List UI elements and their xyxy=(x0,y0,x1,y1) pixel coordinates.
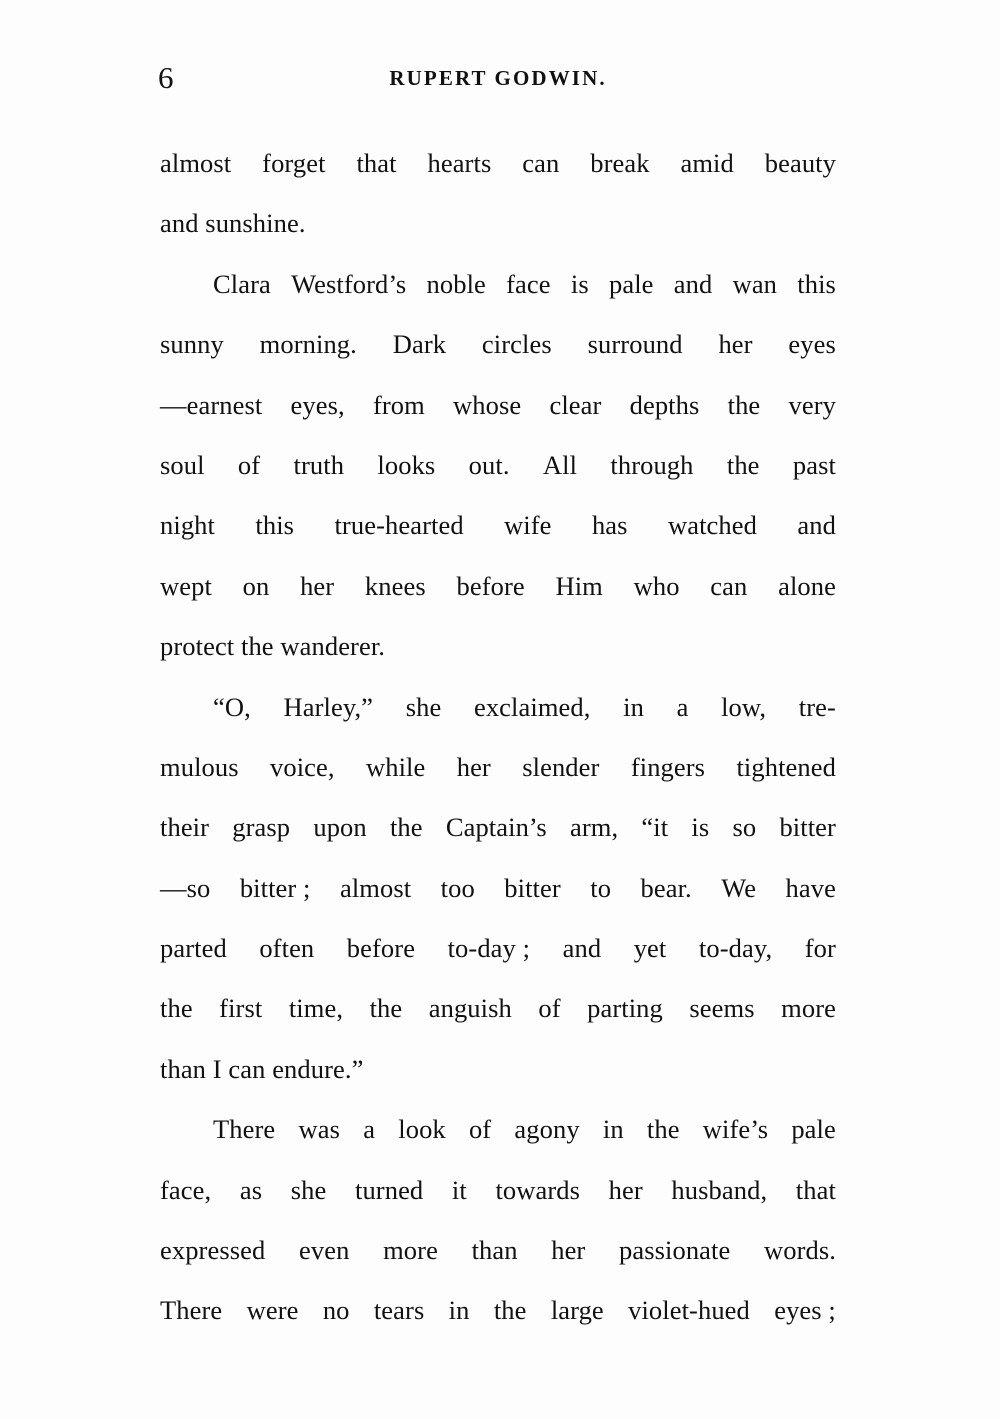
word: through xyxy=(610,449,694,480)
word: the xyxy=(727,389,761,420)
word: in xyxy=(623,691,644,722)
word: often xyxy=(259,933,315,964)
word: Captain’s xyxy=(445,812,547,843)
word: parted xyxy=(160,933,227,964)
word: before xyxy=(456,570,525,601)
word: Westford’s xyxy=(291,268,407,299)
justified-line xyxy=(160,556,836,616)
justified-line xyxy=(160,737,836,797)
word: while xyxy=(365,751,426,782)
word: parting xyxy=(587,993,663,1024)
word: “O, xyxy=(213,691,251,722)
word: that xyxy=(356,148,397,178)
word: beauty xyxy=(764,148,836,178)
word: true-hearted xyxy=(334,510,464,541)
word: Dark xyxy=(392,329,447,360)
word: wept xyxy=(160,570,212,601)
word: bitter xyxy=(504,872,561,903)
text-line xyxy=(160,254,836,314)
justified-line xyxy=(160,978,836,1038)
word: first xyxy=(219,993,263,1024)
word: even xyxy=(299,1235,350,1266)
word: she xyxy=(405,691,442,722)
word: too xyxy=(440,872,475,903)
word: break xyxy=(590,148,650,178)
word: can xyxy=(522,148,560,178)
justified-line xyxy=(160,677,836,737)
word: bitter ; xyxy=(239,872,311,903)
word: her xyxy=(608,1174,643,1205)
word: more xyxy=(781,993,836,1024)
word: Harley,” xyxy=(283,691,374,722)
word: —so xyxy=(160,872,211,903)
word: face xyxy=(506,268,551,299)
word: passionate xyxy=(618,1235,731,1266)
word: “it xyxy=(641,812,669,843)
justified-line xyxy=(160,918,836,978)
word: than I can endure.” xyxy=(160,1053,364,1084)
word: voice, xyxy=(270,751,335,782)
word: that xyxy=(795,1174,836,1205)
word: upon xyxy=(313,812,367,843)
word: no xyxy=(322,1295,350,1326)
word: amid xyxy=(680,148,734,178)
text-line xyxy=(160,133,836,193)
word: tightened xyxy=(736,751,836,782)
text-line xyxy=(160,1280,836,1340)
word: wife’s xyxy=(702,1114,769,1145)
justified-line xyxy=(160,1160,836,1220)
word: it xyxy=(451,1174,467,1205)
word: Clara xyxy=(213,268,271,299)
word: the xyxy=(160,993,193,1024)
justified-line xyxy=(160,435,836,495)
text-line xyxy=(160,1160,836,1220)
word: tre- xyxy=(798,691,836,722)
word: towards xyxy=(495,1174,581,1205)
word: the xyxy=(726,449,760,480)
word: wan xyxy=(732,268,778,299)
word: she xyxy=(290,1174,327,1205)
page-number: 6 xyxy=(158,60,174,95)
word: truth xyxy=(293,449,345,480)
text-line xyxy=(160,918,836,978)
text-line xyxy=(160,1039,836,1099)
word: turned xyxy=(354,1174,424,1205)
word: wife xyxy=(504,510,552,541)
word: on xyxy=(242,570,270,601)
word: depths xyxy=(629,389,700,420)
word: time, xyxy=(288,993,344,1024)
word: her xyxy=(551,1235,586,1266)
justified-line xyxy=(160,133,836,193)
word: hearts xyxy=(427,148,492,178)
word: forget xyxy=(262,148,326,178)
justified-line xyxy=(160,375,836,435)
word: alone xyxy=(778,570,836,601)
text-line xyxy=(160,737,836,797)
word: more xyxy=(383,1235,438,1266)
text-line xyxy=(160,797,836,857)
word: is xyxy=(570,268,589,299)
word: —earnest xyxy=(160,389,263,420)
word: violet-hued xyxy=(628,1295,750,1326)
word: mulous xyxy=(160,751,239,782)
word: to-day ; xyxy=(447,933,531,964)
word: husband, xyxy=(671,1174,768,1205)
word: agony xyxy=(514,1114,580,1145)
word: from xyxy=(372,389,425,420)
running-title: RUPERT GODWIN. xyxy=(389,66,607,90)
word: in xyxy=(448,1295,470,1326)
word: whose xyxy=(453,389,522,420)
word: All xyxy=(542,449,578,480)
word: large xyxy=(550,1295,604,1326)
text-line xyxy=(160,495,836,555)
word: morning. xyxy=(259,329,357,360)
word: and xyxy=(797,510,836,541)
word: the xyxy=(369,993,403,1024)
word: yet xyxy=(633,933,667,964)
word: a xyxy=(676,691,689,722)
word: her xyxy=(456,751,491,782)
word: look xyxy=(398,1114,446,1145)
word: a xyxy=(363,1114,376,1145)
word: of xyxy=(538,993,561,1024)
word: fingers xyxy=(630,751,706,782)
justified-line xyxy=(160,254,836,314)
word: face, xyxy=(160,1174,212,1205)
word: eyes ; xyxy=(774,1295,836,1326)
word: can xyxy=(710,570,748,601)
word: We xyxy=(721,872,757,903)
word: almost xyxy=(160,148,232,178)
word: pale xyxy=(609,268,654,299)
word: tears xyxy=(373,1295,425,1326)
word: There xyxy=(213,1114,276,1145)
word: who xyxy=(633,570,680,601)
text-line xyxy=(160,435,836,495)
word: her xyxy=(718,329,753,360)
word: arm, xyxy=(570,812,619,843)
text-line xyxy=(160,375,836,435)
word: to xyxy=(590,872,612,903)
word: for xyxy=(804,933,836,964)
word: out. xyxy=(468,449,510,480)
word: Him xyxy=(555,570,603,601)
word: night xyxy=(160,510,215,541)
text-line xyxy=(160,1099,836,1159)
text-line xyxy=(160,616,836,676)
word: expressed xyxy=(160,1235,266,1266)
word: anguish xyxy=(428,993,512,1024)
justified-line xyxy=(160,1280,836,1340)
justified-line xyxy=(160,1099,836,1159)
word: eyes, xyxy=(290,389,345,420)
word: was xyxy=(298,1114,340,1145)
word: words. xyxy=(764,1235,836,1266)
word: pale xyxy=(791,1114,836,1145)
text-line xyxy=(160,193,836,253)
word: low, xyxy=(721,691,767,722)
text-line xyxy=(160,858,836,918)
word: has xyxy=(591,510,628,541)
justified-line xyxy=(160,858,836,918)
word: the xyxy=(493,1295,527,1326)
text-line xyxy=(160,314,836,374)
word: were xyxy=(246,1295,299,1326)
word: so xyxy=(732,812,757,843)
word: knees xyxy=(364,570,426,601)
word: surround xyxy=(587,329,683,360)
justified-line xyxy=(160,495,836,555)
word: protect the wanderer. xyxy=(160,631,386,662)
word: and sunshine. xyxy=(160,208,306,239)
body-text xyxy=(160,133,836,1341)
word: of xyxy=(237,449,261,480)
word: sunny xyxy=(160,329,224,360)
word: watched xyxy=(667,510,757,541)
word: exclaimed, xyxy=(473,691,591,722)
justified-line xyxy=(160,797,836,857)
word: circles xyxy=(481,329,552,360)
word: noble xyxy=(426,268,486,299)
justified-line xyxy=(160,1220,836,1280)
word: than xyxy=(471,1235,518,1266)
word: grasp xyxy=(232,812,291,843)
word: bear. xyxy=(640,872,692,903)
word: and xyxy=(673,268,713,299)
word: her xyxy=(300,570,335,601)
word: the xyxy=(646,1114,680,1145)
word: and xyxy=(562,933,602,964)
word: of xyxy=(468,1114,492,1145)
word: before xyxy=(346,933,416,964)
word: have xyxy=(785,872,836,903)
word: this xyxy=(797,268,836,299)
word: in xyxy=(602,1114,624,1145)
text-line xyxy=(160,556,836,616)
word: their xyxy=(160,812,210,843)
word: clear xyxy=(549,389,602,420)
word: seems xyxy=(689,993,755,1024)
word: almost xyxy=(339,872,412,903)
word: eyes xyxy=(788,329,836,360)
word: is xyxy=(691,812,710,843)
word: looks xyxy=(377,449,436,480)
text-line xyxy=(160,677,836,737)
word: soul xyxy=(160,449,205,480)
word: past xyxy=(792,449,836,480)
word: as xyxy=(239,1174,263,1205)
text-line xyxy=(160,1220,836,1280)
word: There xyxy=(160,1295,223,1326)
justified-line xyxy=(160,314,836,374)
word: this xyxy=(255,510,295,541)
page-header xyxy=(158,58,836,98)
word: very xyxy=(788,389,836,420)
word: bitter xyxy=(779,812,836,843)
text-line xyxy=(160,978,836,1038)
word: to-day, xyxy=(698,933,773,964)
word: slender xyxy=(522,751,600,782)
word: the xyxy=(389,812,423,843)
